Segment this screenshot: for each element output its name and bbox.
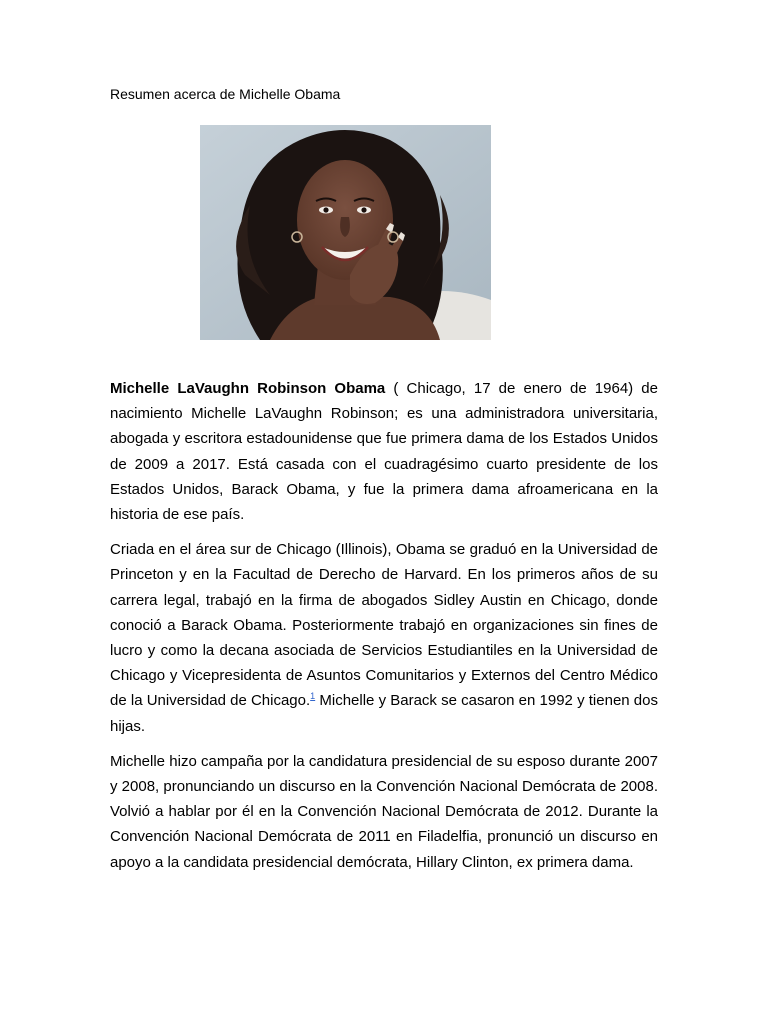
paragraph-1-text: ( Chicago, 17 de enero de 1964) de nacimiento Michelle LaVaughn Robinson; es una administradora universitaria, abogada y escritora estadounidense que fue primera dama de los Estados Unidos de 2009 a 2017. Está casada con el cuadragésimo cuarto presidente de los Estados Unidos, Barack Obama, y fue la primera dama afroamericana en la historia de ese país. — [110, 380, 658, 524]
paragraph-3 — [110, 749, 658, 875]
paragraph-2 — [110, 537, 658, 739]
paragraph-3-text: Michelle hizo campaña por la candidatura presidencial de su esposo durante 2007 y 2008, pronunciando un discurso en la Convención Nacional Demócrata de 2008. Volvió a hablar por él en la Convención Nacional Demócrata de 2012. Durante la Convención Nacional Demócrata de 2011 en Filadelfia, pronunció un discurso en apoyo a la candidata presidencial demócrata, Hillary Clinton, ex primera dama. — [110, 752, 658, 871]
portrait-image — [200, 125, 491, 340]
article-body — [110, 376, 658, 885]
document-title: Resumen acerca de Michelle Obama — [110, 86, 341, 102]
footnote-link[interactable]: 1 — [310, 691, 316, 702]
paragraph-2-text: Criada en el área sur de Chicago (Illinois), Obama se graduó en la Universidad de Princeton y en la Facultad de Derecho de Harvard. En los primeros años de su carrera legal, trabajó en la firma de abogados Sidley Austin en Chicago, donde conoció a Barack Obama. Posteriormente trabajó en organizaciones sin fines de lucro y como la decana asociada de Servicios Estudiantiles en la Universidad de Chicago y Vicepresidenta de Asuntos Comunitarios y Externos del Centro Médico de la Universidad de Chicago. — [110, 541, 658, 710]
portrait-illustration — [200, 125, 491, 340]
paragraph-2-text-end: Michelle y Barack se casaron en 1992 y tienen dos hijas. — [110, 692, 658, 735]
paragraph-1 — [110, 376, 658, 527]
subject-name: Michelle LaVaughn Robinson Obama — [110, 380, 386, 397]
